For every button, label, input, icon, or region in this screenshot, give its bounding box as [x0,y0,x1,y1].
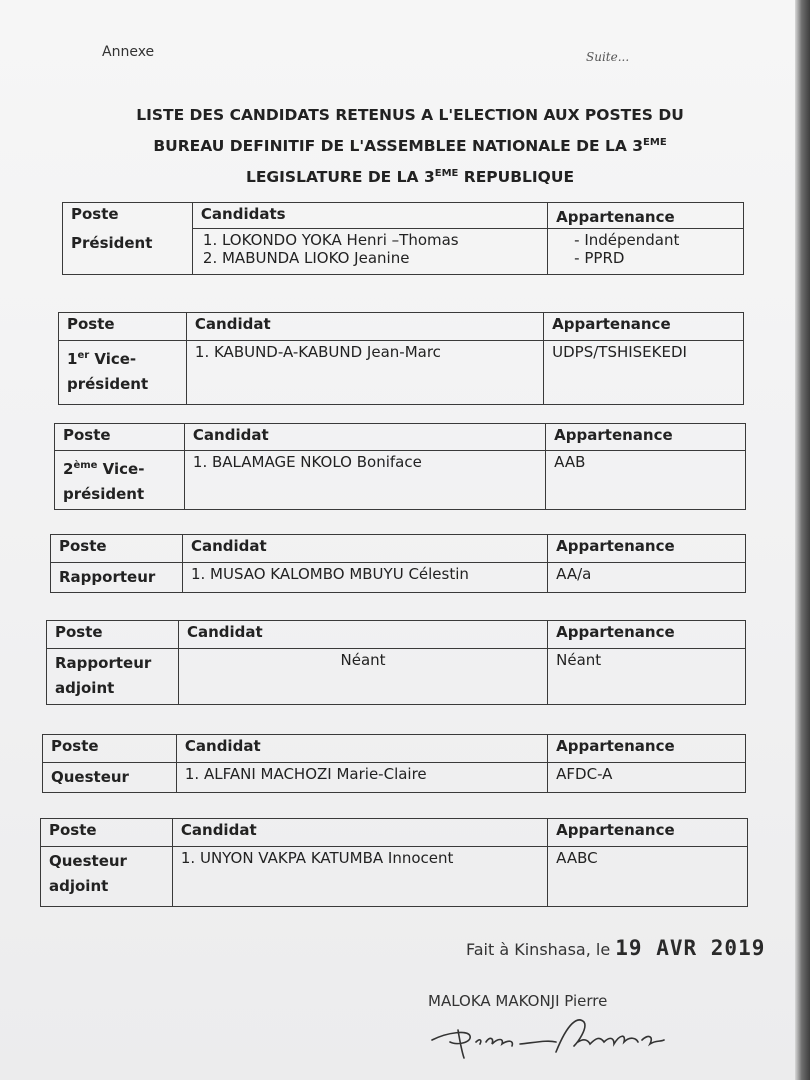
candidate-cell: Néant [178,649,547,705]
header-poste: Poste [43,735,177,763]
title-line-3 [110,160,710,191]
candidates-cell [192,229,547,275]
table-questeur [42,734,746,793]
party-cell: AABC [548,847,748,907]
header-appartenance: Appartenance [548,735,746,763]
title-line-2-text: BUREAU DEFINITIF DE L'ASSEMBLEE NATIONALE DE LA 3 [153,137,644,156]
poste-vice-president-2 [55,451,185,510]
suite-label: Suite... [586,50,630,64]
party-cell: UDPS/TSHISEKEDI [544,341,744,405]
candidate-cell: 1. MUSAO KALOMBO MBUYU Célestin [182,563,547,593]
title-line-2 [110,129,710,160]
poste-text-b: président [67,375,149,393]
table-rapporteur [50,534,746,593]
party-1: - Indépendant [574,231,680,249]
page-edge-shadow [795,0,810,1080]
header-appartenance: Appartenance [548,535,746,563]
title-line-3-text-b: REPUBLIQUE [458,168,575,187]
title-line-1: LISTE DES CANDIDATS RETENUS A L'ELECTION AUX POSTES DU [136,106,684,124]
header-poste: Poste [47,621,179,649]
poste-num: 1 [67,350,78,368]
candidate-cell: 1. BALAMAGE NKOLO Boniface [184,451,545,510]
fait-text: Fait à Kinshasa, le [466,940,616,959]
title-line-3-sup: EME [434,168,459,180]
header-appartenance: Appartenance [546,424,746,451]
signer-name: MALOKA MAKONJI Pierre [428,992,608,1010]
table-president [62,202,744,275]
poste-president: Président [63,229,193,275]
poste-text-a: Vice- [97,460,145,478]
header-appartenance: Appartenance [548,621,746,649]
header-candidat: Candidat [172,819,547,847]
poste-questeur: Questeur [43,763,177,793]
header-poste: Poste [41,819,173,847]
handwritten-signature [428,1012,668,1062]
party-cell: Néant [548,649,746,705]
header-appartenance: Appartenance [544,313,744,341]
header-poste: Poste [59,313,187,341]
poste-rapporteur: Rapporteur [51,563,183,593]
poste-sup: er [77,350,90,361]
poste-text-a: Questeur [49,852,127,870]
poste-questeur-adjoint [41,847,173,907]
table-vice-president-2 [54,423,746,510]
candidate-cell: 1. KABUND-A-KABUND Jean-Marc [186,341,543,405]
header-poste: Poste [55,424,185,451]
party-cell: AAB [546,451,746,510]
header-candidat: Candidat [176,735,547,763]
fait-a-kinshasa [466,936,765,960]
poste-sup: ème [73,460,98,471]
header-candidat: Candidat [186,313,543,341]
header-candidat: Candidat [184,424,545,451]
header-candidat: Candidat [182,535,547,563]
table-vice-president-1 [58,312,744,405]
poste-rapporteur-adjoint [47,649,179,705]
title-line-2-sup: EME [643,137,667,148]
party-cell: AFDC-A [548,763,746,793]
candidate-1: 1. LOKONDO YOKA Henri –Thomas [202,231,459,249]
annexe-label: Annexe [102,44,155,60]
header-candidat: Candidat [178,621,547,649]
parties-cell [548,229,744,275]
header-appartenance: Appartenance [548,203,744,229]
party-2: - PPRD [574,249,625,267]
candidate-cell: 1. UNYON VAKPA KATUMBA Innocent [172,847,547,907]
header-candidats: Candidats [192,203,547,229]
document-title [110,102,710,191]
poste-text-b: président [63,485,145,503]
date-stamp: 19 AVR 2019 [615,936,766,960]
candidate-cell: 1. ALFANI MACHOZI Marie-Claire [176,763,547,793]
header-appartenance: Appartenance [548,819,748,847]
title-line-3-text-a: LEGISLATURE DE LA 3 [245,168,435,187]
table-rapporteur-adjoint [46,620,746,705]
candidate-2: 2. MABUNDA LIOKO Jeanine [202,249,410,267]
table-questeur-adjoint [40,818,748,907]
poste-text-b: adjoint [49,877,109,895]
poste-text-a: Rapporteur [55,654,152,672]
party-cell: AA/a [548,563,746,593]
header-poste: Poste [63,203,193,229]
poste-vice-president-1 [59,341,187,405]
header-poste: Poste [51,535,183,563]
poste-num: 2 [63,460,74,478]
poste-text-b: adjoint [55,679,115,697]
poste-text-a: Vice- [89,350,137,368]
